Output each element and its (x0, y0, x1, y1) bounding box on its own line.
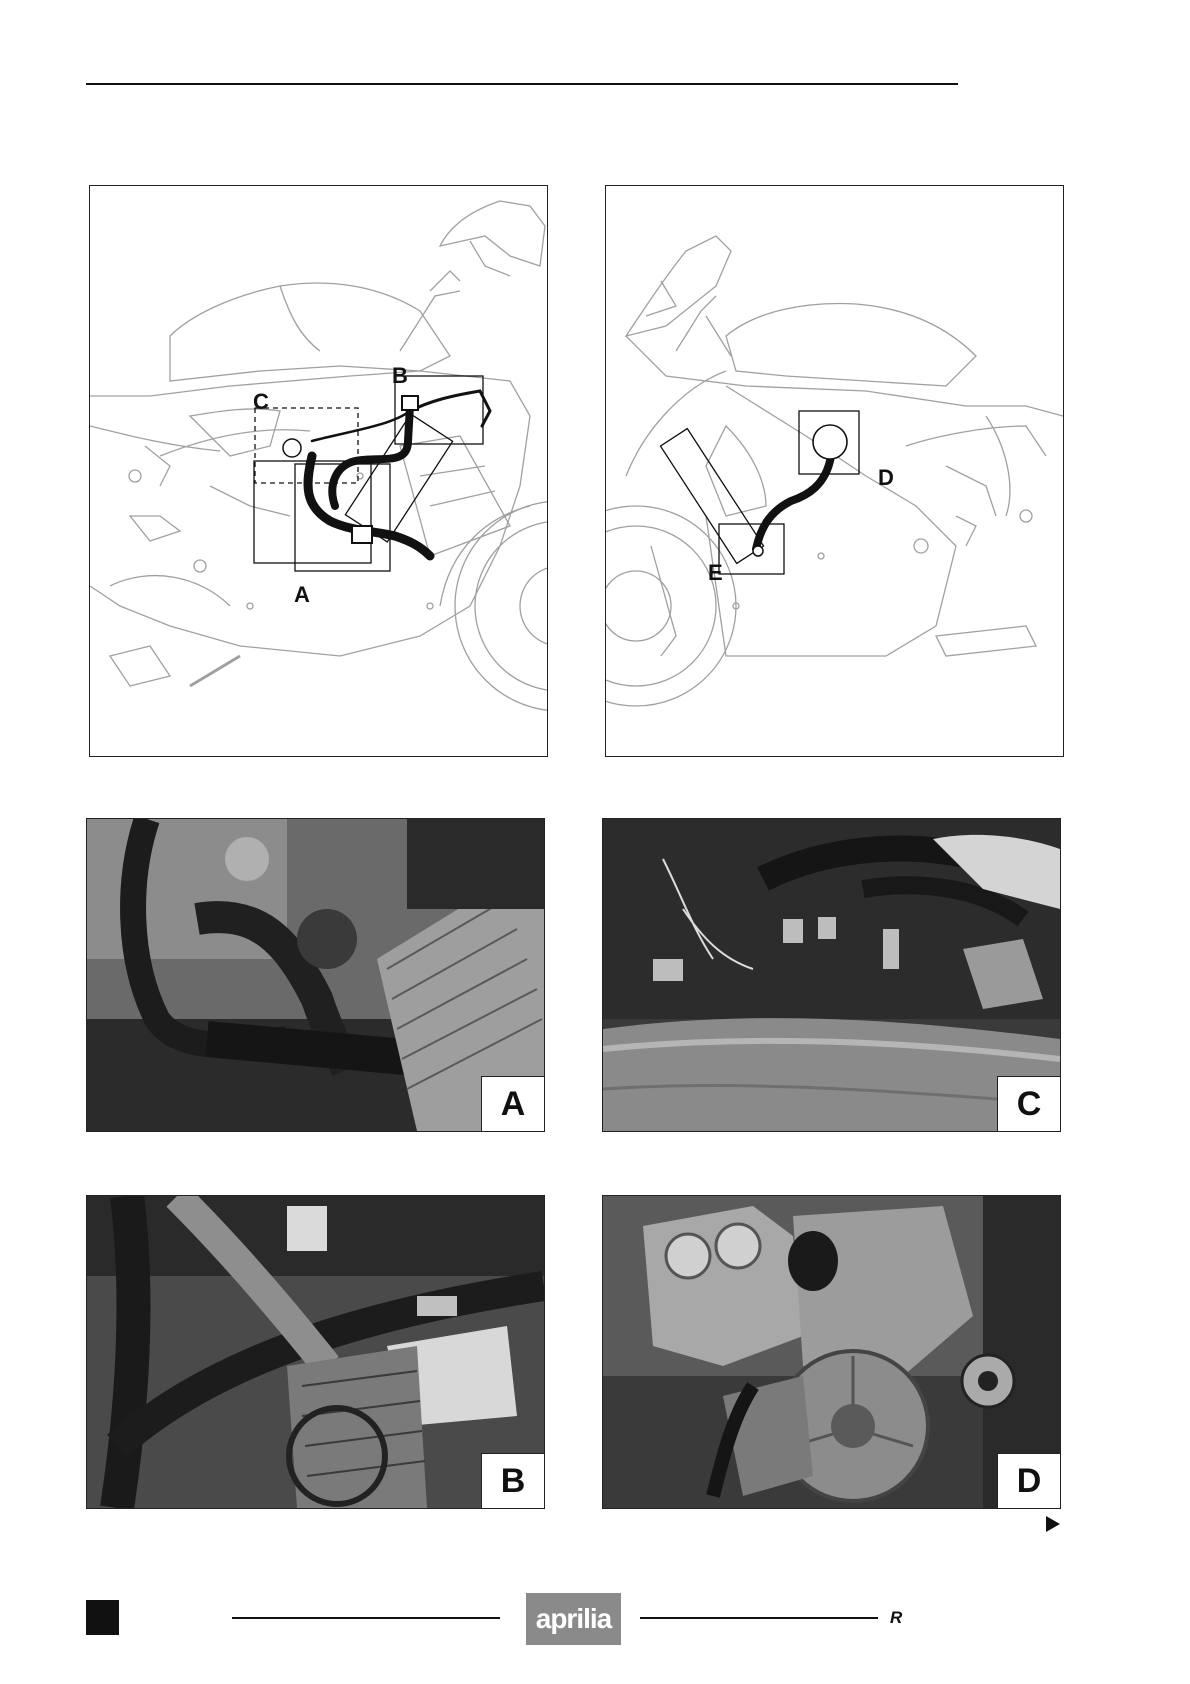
photo-c-label: C (997, 1076, 1060, 1131)
photo-b (86, 1195, 545, 1509)
model-mark: R (890, 1608, 903, 1627)
photo-c (602, 818, 1061, 1132)
photo-c-image (603, 819, 1060, 1131)
callout-d: D (878, 465, 894, 490)
photo-a-label: A (481, 1076, 544, 1131)
photo-d-label: D (997, 1453, 1060, 1508)
photo-b-label: B (481, 1453, 544, 1508)
footer-rule-right (640, 1617, 878, 1619)
page-marker (86, 1600, 119, 1635)
callout-a: A (294, 582, 310, 607)
photo-a (86, 818, 545, 1132)
callout-e: E (708, 560, 723, 585)
photo-a-image (87, 819, 544, 1131)
footer-rule-left (232, 1617, 500, 1619)
aprilia-logo (526, 1593, 621, 1645)
right-motorcycle-diagram (605, 185, 1064, 757)
logo-text: aprilia (535, 1603, 612, 1634)
right-diagram-drawing (606, 186, 1063, 756)
header-rule (86, 83, 958, 85)
callout-b: B (392, 363, 408, 388)
photo-d-image (603, 1196, 1060, 1508)
photo-d (602, 1195, 1061, 1509)
triangle-right-icon (1046, 1516, 1060, 1532)
callout-c: C (253, 389, 269, 414)
left-diagram-drawing (90, 186, 547, 756)
photo-b-image (87, 1196, 544, 1508)
left-motorcycle-diagram (89, 185, 548, 757)
